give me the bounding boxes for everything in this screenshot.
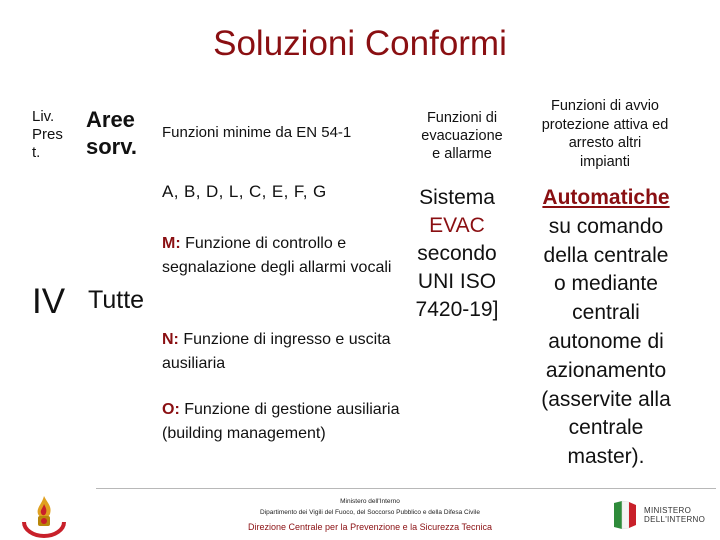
activation-head: Automatiche xyxy=(542,186,670,209)
ministry-logo-line: MINISTERO xyxy=(644,506,692,515)
evacuation-value xyxy=(398,184,516,324)
activation-line: della centrale xyxy=(543,243,669,267)
header-evacuation-line: e allarme xyxy=(432,146,492,162)
evacuation-line: EVAC xyxy=(429,214,485,237)
function-n xyxy=(162,328,402,376)
activation-line: autonome di xyxy=(548,329,664,353)
activation-line: centrali xyxy=(572,301,640,325)
header-minimum-functions: Funzioni minime da EN 54-1 xyxy=(162,124,352,141)
activation-value xyxy=(518,184,694,472)
header-level-line: Pres xyxy=(32,126,63,143)
activation-line: su comando xyxy=(548,214,664,238)
footer-ministry: Ministero dell'Interno xyxy=(340,498,400,505)
header-activation-line: arresto altri xyxy=(568,135,642,151)
function-m-text: Funzione di controllo e segnalazione degli allarmi vocali xyxy=(162,235,392,276)
activation-line: centrale xyxy=(568,416,644,440)
evacuation-line: 7420-19] xyxy=(415,298,499,321)
header-areas-line: Aree xyxy=(86,107,135,132)
evacuation-line: Sistema xyxy=(419,186,495,209)
footer-directorate: Direzione Centrale per la Prevenzione e la Sicurezza Tecnica xyxy=(248,522,492,532)
slide-title: Soluzioni Conformi xyxy=(213,24,507,63)
areas-value: Tutte xyxy=(88,286,145,314)
header-evacuation xyxy=(412,109,512,163)
header-activation xyxy=(516,97,694,171)
activation-line: master). xyxy=(567,445,645,469)
italian-flag-logo-icon xyxy=(612,499,638,531)
evacuation-line: secondo xyxy=(417,242,497,265)
function-m-code: M: xyxy=(162,235,181,252)
header-evacuation-line: Funzioni di xyxy=(426,110,498,126)
function-o-code: O: xyxy=(162,401,180,418)
header-level-line: Liv. xyxy=(32,108,55,125)
function-n-text: Funzione di ingresso e uscita ausiliaria xyxy=(162,331,391,372)
header-level-line: t. xyxy=(32,144,41,161)
footer-divider xyxy=(96,488,716,489)
functions-list: A, B, D, L, C, E, F, G xyxy=(162,182,327,201)
fire-brigade-logo-icon xyxy=(18,492,70,538)
ministry-logo-text xyxy=(644,506,705,524)
footer-department: Dipartimento dei Vigili del Fuoco, del Soccorso Pubblico e della Difesa Civile xyxy=(260,509,480,516)
header-level xyxy=(32,108,78,162)
evacuation-line: UNI ISO xyxy=(417,270,497,293)
function-o xyxy=(162,398,402,446)
function-o-text: Funzione di gestione ausiliaria (building management) xyxy=(162,401,400,442)
header-evacuation-line: evacuazione xyxy=(421,128,503,144)
header-areas-line: sorv. xyxy=(86,134,137,159)
header-activation-line: protezione attiva ed xyxy=(541,116,669,133)
activation-line: o mediante xyxy=(554,272,658,296)
function-n-code: N: xyxy=(162,331,179,348)
level-value: IV xyxy=(32,282,66,321)
activation-line: (asservite alla xyxy=(541,387,671,411)
function-m xyxy=(162,232,402,280)
header-activation-line: impianti xyxy=(580,153,630,170)
ministry-logo-line: DELL'INTERNO xyxy=(644,515,706,524)
header-activation-line: Funzioni di avvio xyxy=(551,98,659,114)
header-areas xyxy=(86,106,152,160)
activation-line: azionamento xyxy=(545,358,667,382)
